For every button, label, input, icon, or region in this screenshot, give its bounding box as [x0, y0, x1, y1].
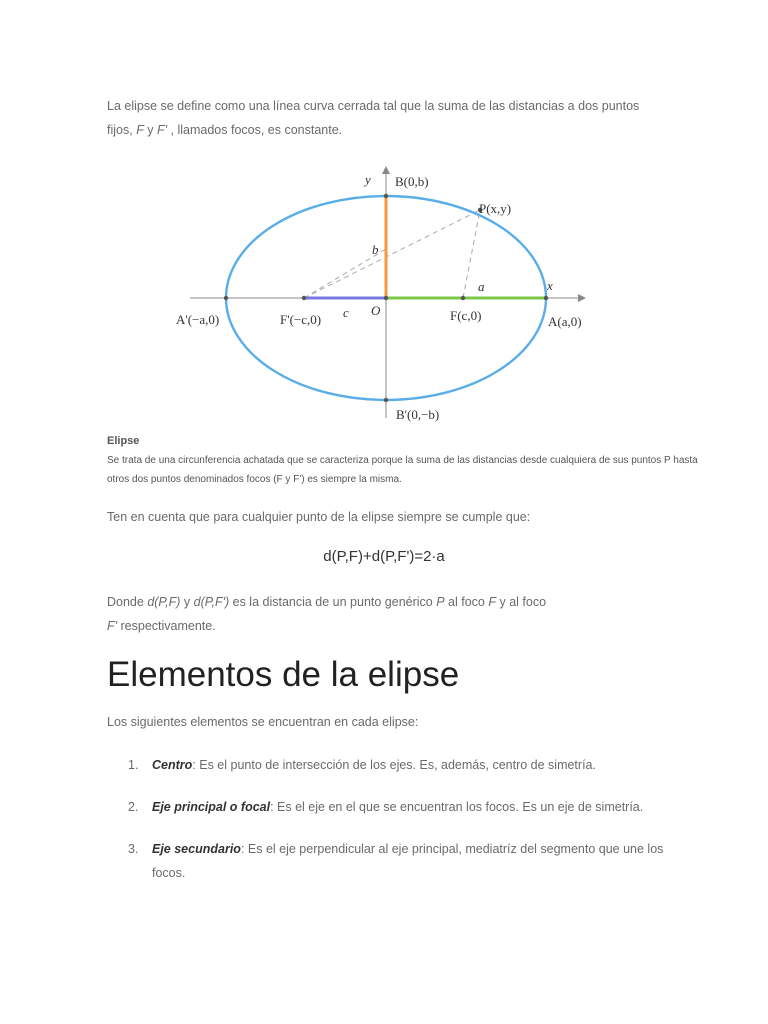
formula: d(P,F)+d(P,F')=2·a — [323, 548, 445, 565]
intro-paragraph — [107, 94, 647, 142]
label-a-prime: A'(−a,0) — [176, 312, 220, 327]
x-axis-arrow-icon — [578, 294, 586, 302]
intro-text-1: La elipse se define como una línea curva cerrada tal que la suma de las distancias a dos puntos fijos, — [107, 99, 640, 137]
ellipse-diagram — [170, 160, 600, 430]
label-f-prime: F'(−c,0) — [280, 312, 322, 327]
explanation-t6: respectivamente. — [117, 619, 216, 633]
caption-title: Elipse — [107, 435, 140, 447]
section-lead: Los siguientes elementos se encuentran en cada elipse: — [107, 715, 419, 729]
explanation-t2: y — [180, 595, 194, 609]
list-item-eje-secundario — [107, 837, 667, 885]
explanation-fp: F' — [107, 619, 118, 633]
list-item-desc: : Es el eje en el que se encuentran los focos. Es un eje de simetría. — [270, 800, 644, 814]
list-item-term: Centro — [152, 758, 193, 772]
label-f: F(c,0) — [450, 308, 482, 323]
caption-text: Se trata de una circunferencia achatada que se caracteriza porque la suma de las distancias desde cualquiera de sus puntos P hasta otros dos puntos denominados focos (F y F') es siempre la misma. — [107, 455, 698, 485]
label-origin: O — [371, 303, 381, 318]
point-f-prime — [302, 296, 306, 300]
point-b — [384, 194, 388, 198]
intro-text-2: , llamados focos, es constante. — [167, 123, 343, 137]
explanation-paragraph — [107, 590, 552, 638]
label-b-segment: b — [372, 242, 379, 257]
explanation-t5: y al foco — [496, 595, 547, 609]
point-b-prime — [384, 398, 388, 402]
point-f — [461, 296, 465, 300]
label-p: P(x,y) — [479, 201, 512, 216]
list-item-term: Eje principal o focal — [152, 800, 271, 814]
intro-y: y — [143, 123, 158, 137]
explanation-d2: d(P,F') — [193, 595, 230, 609]
list-item-desc: : Es el punto de intersección de los ejes. Es, además, centro de simetría. — [192, 758, 596, 772]
label-b-top: B(0,b) — [395, 174, 429, 189]
list-item-number: 1. — [128, 758, 139, 772]
dashed-fprime-to-p — [304, 210, 480, 298]
point-a — [544, 296, 548, 300]
note-paragraph: Ten en cuenta que para cualquier punto de la elipse siempre se cumple que: — [107, 510, 531, 524]
list-item-term: Eje secundario — [152, 842, 241, 856]
explanation-f: F — [488, 595, 496, 609]
point-origin — [384, 296, 388, 300]
list-item-eje-principal — [107, 795, 667, 819]
intro-f: F — [136, 123, 144, 137]
point-a-prime — [224, 296, 228, 300]
list-item-desc: : Es el eje perpendicular al eje principal, mediatríz del segmento que une los focos. — [152, 842, 664, 880]
list-item-centro — [107, 753, 667, 777]
label-a-segment: a — [478, 279, 485, 294]
label-x-axis: x — [547, 278, 553, 293]
explanation-p: P — [436, 595, 445, 609]
elements-list — [107, 753, 667, 903]
label-b-bottom: B'(0,−b) — [396, 407, 440, 422]
list-item-number: 2. — [128, 800, 139, 814]
explanation-t1: Donde — [107, 595, 148, 609]
label-c-segment: c — [343, 305, 349, 320]
label-y-axis: y — [365, 172, 371, 187]
intro-f-prime: F' — [157, 123, 168, 137]
explanation-t4: al foco — [444, 595, 489, 609]
explanation-d1: d(P,F) — [147, 595, 181, 609]
y-axis-arrow-icon — [382, 166, 390, 174]
label-a-point: A(a,0) — [548, 314, 582, 329]
explanation-t3: es la distancia de un punto genérico — [229, 595, 437, 609]
list-item-number: 3. — [128, 842, 139, 856]
section-heading: Elementos de la elipse — [107, 655, 460, 694]
